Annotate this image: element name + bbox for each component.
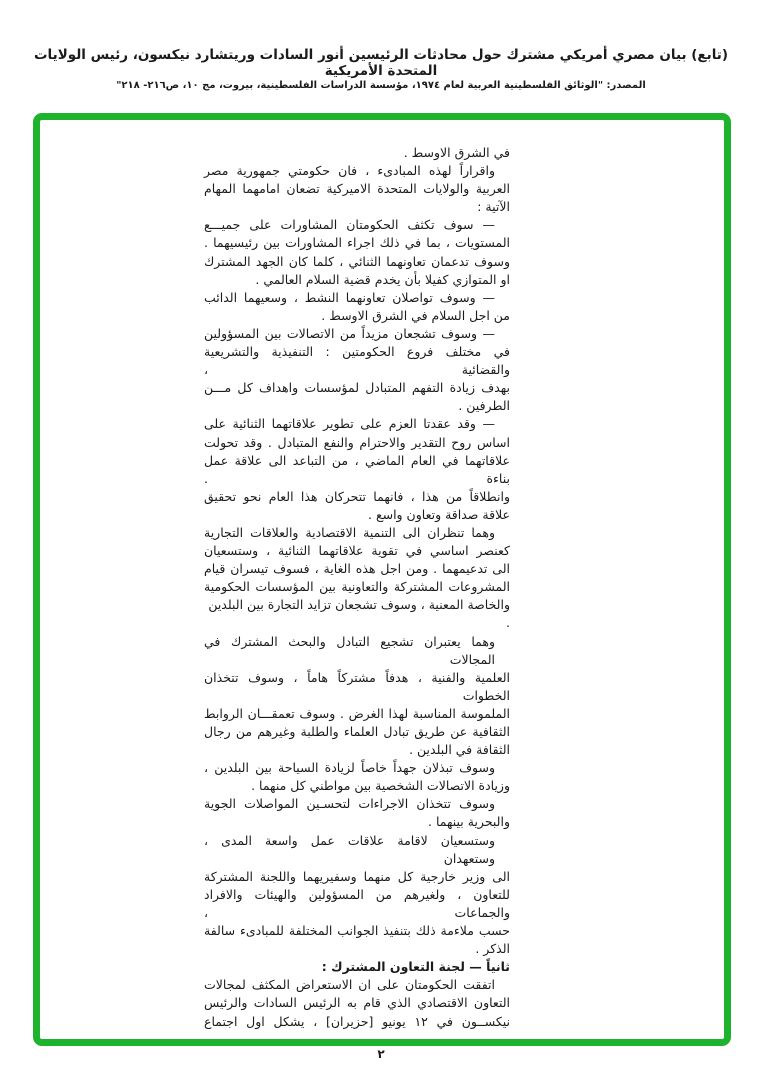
paragraph <box>204 162 510 216</box>
text-line: ثانياً — لجنة التعاون المشترك : <box>321 959 510 975</box>
text-line: التعاون الاقتصادي الذي قام به الرئيس السادات والرئيس <box>204 995 510 1011</box>
text-line: حسب ملاءمة ذلك بتنفيذ الجوانب المختلفة للمبادىء سالفة <box>204 923 510 939</box>
text-line: الملموسة المناسبة لهذا الغرض . وسوف تعمقـــان الروابط <box>204 705 510 721</box>
text-line: علاقة صداقة وتعاون واسع . <box>368 506 510 522</box>
paragraph <box>204 633 510 760</box>
text-line: الى وزير خارجية كل منهما وسفيريهما واللجنة المشتركة <box>204 868 510 884</box>
paragraph <box>204 832 510 959</box>
document-body <box>204 144 510 1031</box>
text-line: وسوف تتخذان الاجراءات لتحسـين المواصلات الجوية <box>204 796 495 812</box>
text-line: المشروعات المشتركة والتعاونية بين المؤسسات الحكومية <box>204 579 510 595</box>
text-line: المستويات ، بما في ذلك اجراء المشاورات بين رئيسيهما . <box>204 235 510 251</box>
text-line: واقراراً لهذه المبادىء ، فان حكومتي جمهورية مصر <box>204 163 495 179</box>
paragraph <box>204 415 510 524</box>
text-line: الآتية : <box>477 199 510 215</box>
paragraph <box>204 524 510 633</box>
text-line: وهما يعتبران تشجيع التبادل والبحث المشترك في المجالات <box>204 633 495 667</box>
paragraph <box>204 144 510 162</box>
text-line: نيكســون في ١٢ يونيو [حزيران] ، يشكل اول اجتماع <box>204 1013 511 1029</box>
text-line: بهدف زيادة التفهم المتبادل لمؤسسات واهداف كل مـــن <box>204 380 510 396</box>
text-line: اساس روح التقدير والاحترام والنفع المتبادل . وقد تحولت <box>204 434 510 450</box>
text-line: الثقافية عن طريق تبادل العلماء والطلبة وغيرهم من رجال <box>204 724 510 739</box>
document-header-title: (تابع) بيان مصري أمريكي مشترك حول محادثات الرئيسين أنور السادات وريتشارد نيكسون، رئيس الولايات المتحدة الأمريكية <box>33 47 729 79</box>
text-line: وسوف تدعمان تعاونهما الثنائي ، كلما كان الجهد المشترك <box>204 253 510 269</box>
paragraph <box>204 976 510 1030</box>
text-line: الى تدعيمهما . ومن اجل هذه الغاية ، فسوف تيسران قيام <box>204 561 510 577</box>
paragraph <box>204 216 510 288</box>
paragraph <box>204 795 510 831</box>
text-line: وسوف تبذلان جهداً خاصاً لزيادة السياحة بين البلدين ، <box>204 760 495 776</box>
text-line: — وسوف تشجعان مزيداً من الاتصالات بين المسؤولين <box>204 325 495 341</box>
text-line: — وقد عقدتا العزم على تطوير علاقاتهما الثنائية على <box>204 416 495 432</box>
text-line: والبحرية بينهما . <box>428 814 510 830</box>
page-number: ٢ <box>377 1047 385 1061</box>
text-line: وانطلاقاً من هذا ، فانهما تتحركان هذا العام نحو تحقيق <box>204 488 510 504</box>
text-line: الطرفين . <box>458 398 510 414</box>
paragraph <box>204 289 510 325</box>
text-line: في الشرق الاوسط . <box>403 145 510 160</box>
text-line: الذكر . <box>475 941 510 957</box>
text-line: العلمية والفنية ، هدفاً مشتركاً هاماً ، وسوف تتخذان الخطوات <box>204 669 510 703</box>
text-line: وزيادة الاتصالات الشخصية بين مواطني كل منهما . <box>251 778 510 794</box>
text-line: اتفقت الحكومتان على ان الاستعراض المكثف لمجالات <box>204 977 495 993</box>
paragraph <box>204 958 510 976</box>
text-line: العربية والولايات المتحدة الاميركية تضعان امامهما المهام <box>204 181 510 197</box>
paragraph <box>204 325 510 415</box>
document-source-citation: المصدر: "الوثائق الفلسطينية العربية لعام ١٩٧٤، مؤسسة الدراسات الفلسطينية، بيروت، مج ١٠، ص٢١٦- ٢١٨" <box>116 80 646 91</box>
text-line: كعنصر اساسي في تقوية علاقاتهما الثنائية ، وستسعيان <box>204 543 510 559</box>
paragraph <box>204 759 510 795</box>
text-line: للتعاون ، ولغيرهم من المسؤولين والهيئات والافراد والجماعات ، <box>204 886 510 920</box>
text-line: او المتوازي كفيلا بأن يخدم قضية السلام العالمي . <box>255 271 510 287</box>
text-line: علاقاتهما في العام الماضي ، من التباعد الى علاقة عمل بناءة . <box>204 452 510 486</box>
text-line: وهما تنظران الى التنمية الاقتصادية والعلاقات التجارية <box>204 524 495 540</box>
text-line: — سوف تكثف الحكومتان المشاورات على جميـــع <box>204 217 495 233</box>
text-line: والخاصة المعنية ، وسوف تشجعان تزايد التجارة بين البلدين . <box>208 597 510 631</box>
text-line: وستسعيان لاقامة علاقات عمل واسعة المدى ، وستعهدان <box>204 832 495 866</box>
text-line: الثقافة في البلدين . <box>409 742 510 758</box>
text-line: من اجل السلام في الشرق الاوسط . <box>321 307 510 323</box>
text-line: في مختلف فروع الحكومتين : التنفيذية والتشريعية والقضائية ، <box>204 344 510 378</box>
text-line: — وسوف تواصلان تعاونهما النشط ، وسعيهما الدائب <box>204 289 495 305</box>
